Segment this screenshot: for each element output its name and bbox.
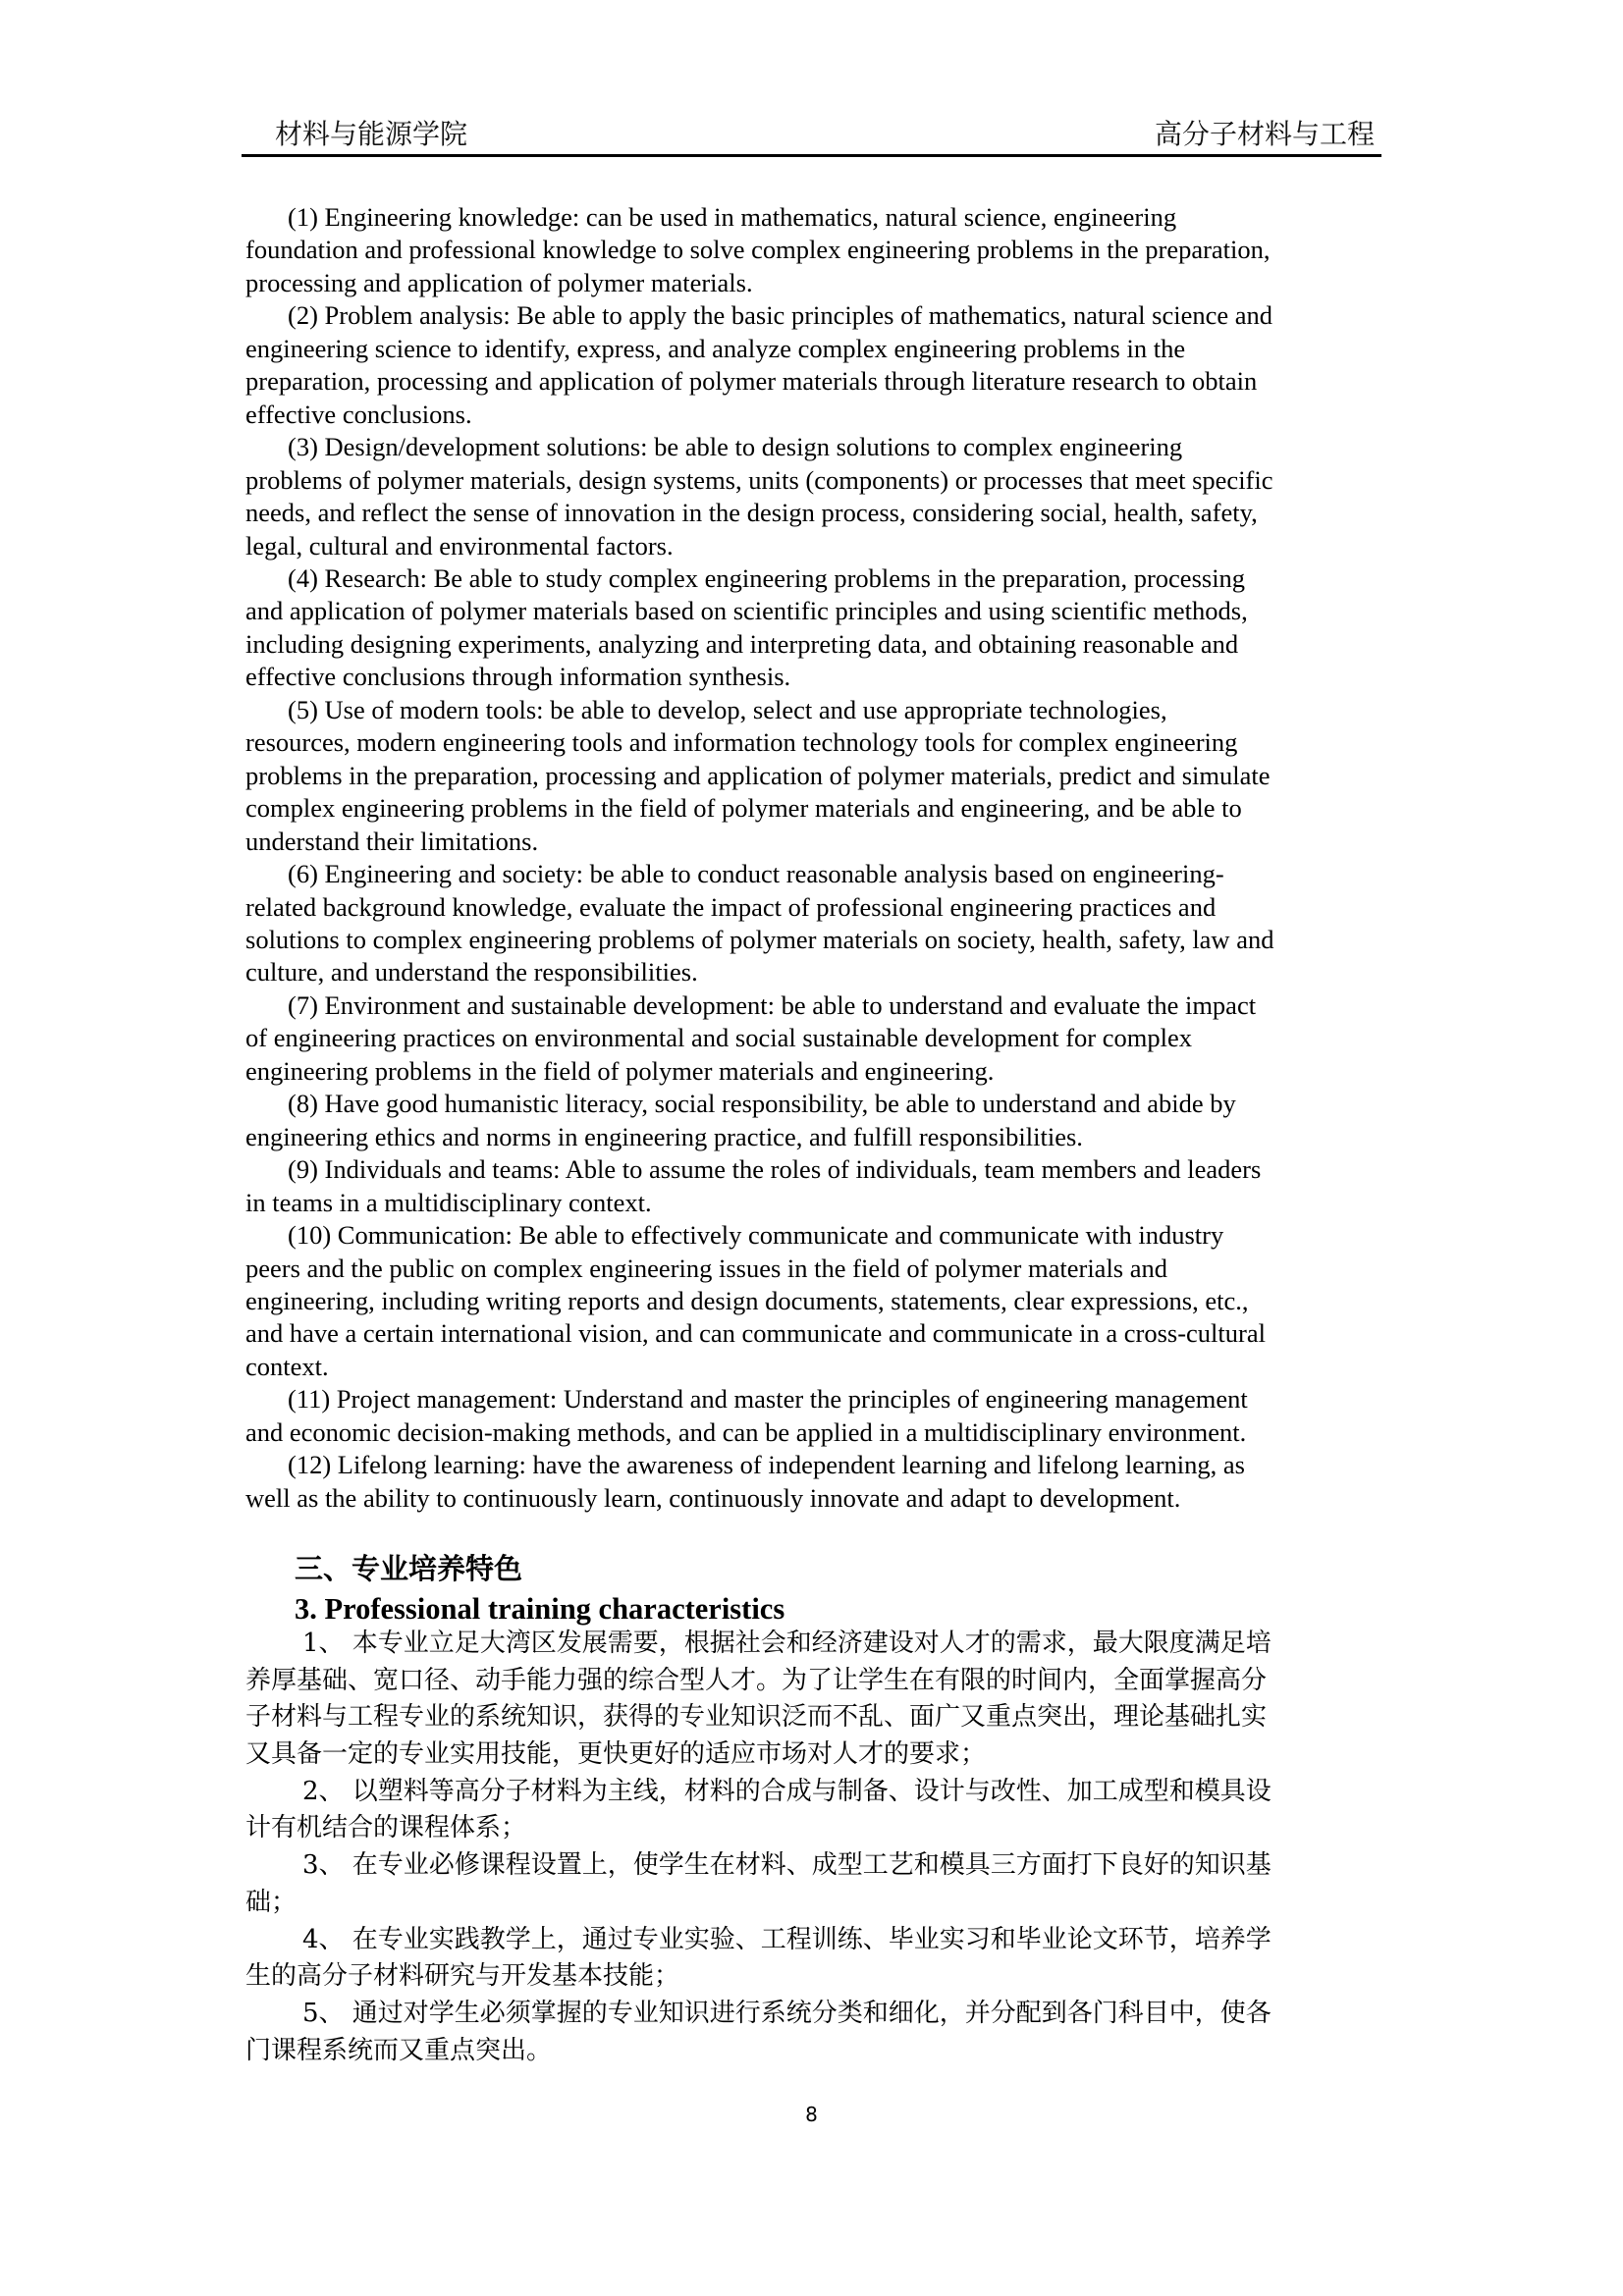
requirement-line: (10) Communication: Be able to effectively communicate and communicate with industry [288,1220,1224,1251]
characteristic-line: 础； [245,1887,298,1917]
requirement-line: related background knowledge, evaluate the impact of professional engineering practices and [245,891,1217,922]
requirement-line: including designing experiments, analyzing and interpreting data, and obtaining reasonable and [245,628,1239,659]
characteristic-item [245,1922,1394,1996]
requirement-paragraph [245,299,1394,431]
requirement-line: understand their limitations. [245,826,539,856]
requirement-paragraph [245,431,1394,562]
requirement-line: of engineering practices on environmental and social sustainable development for complex [245,1023,1192,1053]
characteristic-line: 生的高分子材料研究与开发基本技能； [245,1961,680,1992]
header-rule [242,154,1381,157]
requirement-line: needs, and reflect the sense of innovation in the design process, considering social, health, safety, [245,498,1258,528]
requirement-paragraph [245,989,1394,1088]
requirement-paragraph [245,201,1394,299]
header-major-name: 高分子材料与工程 [1154,118,1375,150]
requirement-line: well as the ability to continuously learn, continuously innovate and adapt to development. [245,1482,1181,1513]
training-characteristics-list [245,1626,1394,2069]
requirement-line: (3) Design/development solutions: be able to design solutions to complex engineering [288,432,1183,462]
characteristic-line: 养厚基础、宽口径、动手能力强的综合型人才。为了让学生在有限的时间内，全面掌握高分 [245,1665,1268,1695]
requirement-line: preparation, processing and application of polymer materials through literature research to obtain [245,366,1258,397]
requirement-line: legal, cultural and environmental factors. [245,530,674,561]
requirement-line: solutions to complex engineering problems of polymer materials on society, health, safety, law and [245,924,1274,954]
characteristic-line: 计有机结合的课程体系； [245,1813,527,1843]
requirement-line: effective conclusions. [245,399,472,429]
requirement-line: culture, and understand the responsibilities. [245,957,698,988]
requirement-line: engineering problems in the field of polymer materials and engineering. [245,1055,995,1086]
requirement-line: (2) Problem analysis: Be able to apply the basic principles of mathematics, natural science and [288,300,1273,331]
header-school-name: 材料与能源学院 [275,118,468,150]
requirement-paragraph [245,694,1394,858]
characteristic-item [245,1774,1394,1847]
requirement-line: engineering ethics and norms in engineering practice, and fulfill responsibilities. [245,1121,1083,1151]
characteristic-line: 子材料与工程专业的系统知识，获得的专业知识泛而不乱、面广又重点突出，理论基础扎实 [245,1702,1268,1733]
graduation-requirements-list [245,201,1394,1515]
requirement-line: engineering, including writing reports and design documents, statements, clear expressions, etc., [245,1285,1249,1315]
requirement-paragraph [245,1153,1394,1219]
characteristic-line: 门课程系统而又重点突出。 [245,2035,553,2065]
requirement-line: (12) Lifelong learning: have the awareness of independent learning and lifelong learning, as [288,1450,1245,1480]
requirement-line: effective conclusions through information synthesis. [245,662,791,692]
page-number: 8 [805,2103,818,2126]
requirement-paragraph [245,1449,1394,1515]
requirement-line: in teams in a multidisciplinary context. [245,1187,652,1217]
requirement-line: and application of polymer materials based on scientific principles and using scientific methods, [245,596,1248,626]
requirement-line: engineering science to identify, express, and analyze complex engineering problems in the [245,333,1186,363]
section-heading-en: 3. Professional training characteristics [295,1592,785,1626]
requirement-line: problems of polymer materials, design systems, units (components) or processes that meet specific [245,464,1273,495]
characteristic-line: 又具备一定的专业实用技能，更快更好的适应市场对人才的要求； [245,1739,987,1770]
requirement-line: resources, modern engineering tools and information technology tools for complex engineering [245,727,1238,758]
requirement-line: (7) Environment and sustainable development: be able to understand and evaluate the impact [288,989,1257,1020]
requirement-line: and economic decision-making methods, and can be applied in a multidisciplinary environment. [245,1416,1247,1447]
requirement-line: (8) Have good humanistic literacy, social responsibility, be able to understand and abide by [288,1089,1236,1119]
characteristic-line: 4、 在专业实践教学上，通过专业实验、工程训练、毕业实习和毕业论文环节，培养学 [302,1924,1271,1954]
requirement-paragraph [245,562,1394,694]
characteristic-line: 5、 通过对学生必须掌握的专业知识进行系统分类和细化，并分配到各门科目中，使各 [302,1998,1271,2028]
characteristic-item [245,1626,1394,1774]
characteristic-line: 1、 本专业立足大湾区发展需要，根据社会和经济建设对人才的需求，最大限度满足培 [302,1629,1271,1658]
requirement-line: (11) Project management: Understand and master the principles of engineering management [288,1384,1248,1415]
requirement-paragraph [245,858,1394,989]
characteristic-line: 2、 以塑料等高分子材料为主线，材料的合成与制备、设计与改性、加工成型和模具设 [302,1776,1271,1806]
requirement-line: processing and application of polymer materials. [245,267,753,297]
characteristic-item [245,1996,1394,2069]
characteristic-item [245,1847,1394,1921]
requirement-line: (4) Research: Be able to study complex engineering problems in the preparation, processing [288,562,1246,593]
requirement-line: peers and the public on complex engineering issues in the field of polymer materials and [245,1253,1168,1283]
requirement-line: context. [245,1351,329,1381]
requirement-line: (9) Individuals and teams: Able to assume the roles of individuals, team members and leaders [288,1154,1262,1185]
requirement-line: (1) Engineering knowledge: can be used in mathematics, natural science, engineering [288,202,1177,232]
requirement-paragraph [245,1219,1394,1383]
requirement-paragraph [245,1383,1394,1449]
requirement-line: problems in the preparation, processing and application of polymer materials, predict and simulate [245,760,1271,790]
section-heading-cn: 三、专业培养特色 [295,1552,523,1585]
requirement-line: and have a certain international vision, and can communicate and communicate in a cross-cultural [245,1318,1266,1349]
requirement-line: complex engineering problems in the field of polymer materials and engineering, and be able to [245,793,1242,824]
characteristic-line: 3、 在专业必修课程设置上，使学生在材料、成型工艺和模具三方面打下良好的知识基 [302,1850,1271,1881]
requirement-line: foundation and professional knowledge to solve complex engineering problems in the preparation, [245,235,1271,265]
requirement-line: (5) Use of modern tools: be able to develop, select and use appropriate technologies, [288,694,1167,724]
requirement-paragraph [245,1088,1394,1153]
requirement-line: (6) Engineering and society: be able to conduct reasonable analysis based on engineering- [288,859,1224,889]
